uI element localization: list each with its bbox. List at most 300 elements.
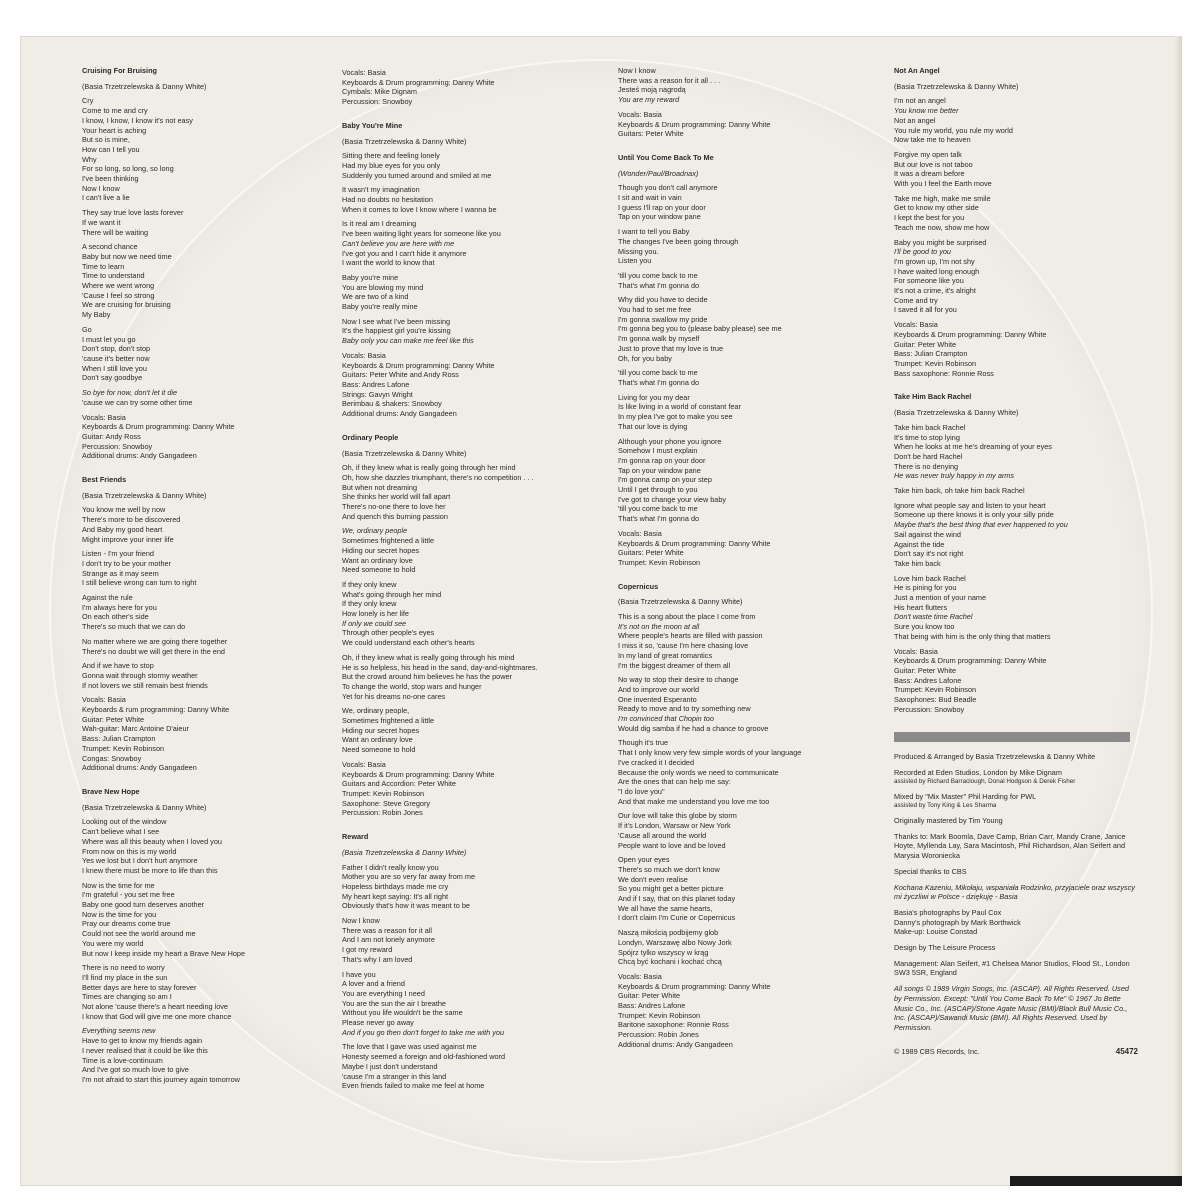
song-block: [342, 433, 597, 818]
lyric-line: You rule my world, you rule my world: [894, 125, 1013, 135]
lyric-line: It wasn't my imagination: [342, 185, 420, 195]
credit-line: Trumpet: Kevin Robinson: [342, 789, 425, 798]
lyric-line: Need someone to hold: [342, 745, 416, 755]
lyric-line: Take him back Rachel: [894, 422, 966, 432]
lyric-line: Someone up there knows it is only your silly pride: [894, 510, 1054, 520]
lyric-line: For someone like you: [894, 276, 964, 286]
song-title: Baby You're Mine: [342, 120, 403, 130]
lyric-line: Honesty seemed a foreign and old-fashioned word: [342, 1052, 506, 1062]
lyric-line: Hopeless birthdays made me cry: [342, 881, 449, 891]
lyric-line: Could not see the world around me: [82, 929, 196, 939]
lyric-line: And to improve our world: [618, 684, 700, 694]
legal-notice: All songs © 1989 Virgin Songs, Inc. (ASCAP). All Rights Reserved. Used by Permission. Except: "Until You Come Back To Me" © 1967 Jo Bette Music Co., Inc. (ASCAP)/Stone Agate Music (BMI)/Black Bull Music Co., Inc. (ASCAP)/Sawandi Music (BMI). All Rights Reserved. Used by Permission.: [894, 984, 1129, 1032]
lyric-line: Maybe that's the best thing that ever happened to you: [894, 520, 1068, 530]
lyric-stanza: [82, 593, 337, 632]
credit-line: Bass: Andres Lafone: [342, 379, 410, 389]
lyric-line: Everything seems new: [82, 1026, 156, 1036]
lyric-line: Maybe I just don't understand: [342, 1061, 438, 1071]
lyric-line: If they only knew: [342, 579, 397, 589]
lyric-line: 'cause we can try some other time: [82, 397, 193, 407]
song-writers: (Basia Trzetrzelewska & Danny White): [342, 136, 467, 146]
song-writers: (Basia Trzetrzelewska & Danny White): [894, 408, 1019, 418]
credit-line: Vocals: Basia: [342, 759, 386, 769]
lyric-line: Take him back, oh take him back Rachel: [894, 486, 1025, 496]
lyric-line: We don't even realise: [618, 874, 688, 884]
credit-line: Guitars: Peter White and Andy Ross: [342, 370, 459, 380]
lyric-line: I have waited long enough: [894, 266, 980, 276]
credit-line: Vocals: Basia: [618, 528, 662, 538]
lyric-line: Baby you're really mine: [342, 302, 418, 312]
song-writers: (Basia Trzetrzelewska & Danny White): [342, 448, 467, 458]
lyric-line: If they only knew: [342, 599, 397, 609]
lyric-line: I'm gonna beg you to (please baby please) see me: [618, 324, 782, 334]
lyric-line: For so long, so long, so long: [82, 164, 174, 174]
credit-line: Percussion: Snowboy: [342, 97, 413, 107]
lyric-line: Forgive my open talk: [894, 149, 962, 159]
lyric-line: That being with him is the only thing that matters: [894, 631, 1051, 641]
lyric-line: If not lovers we still remain best friends: [82, 680, 208, 690]
lyric-line: Not alone 'cause there's a heart needing love: [82, 1002, 228, 1012]
lyric-line: I've been waiting light years for someone like you: [342, 229, 501, 239]
lyric-line: Don't be hard Rachel: [894, 451, 963, 461]
lyric-line: Oh, if they knew what is really going through his mind: [342, 652, 515, 662]
credit-line: Percussion: Robin Jones: [618, 1030, 699, 1040]
credit-line: Guitar: Peter White: [82, 714, 145, 724]
lyric-line: That's what I'm gonna do: [618, 514, 700, 524]
lyric-line: We are two of a kind: [342, 292, 409, 302]
lyric-stanza: [342, 653, 597, 702]
lyric-line: Times are changing so am I: [82, 992, 172, 1002]
lyric-stanza: [82, 637, 337, 656]
lyric-line: Now take me to heaven: [894, 135, 971, 145]
lyric-stanza: [618, 738, 873, 806]
special-thanks: Special thanks to CBS: [894, 866, 967, 876]
lyric-stanza: [82, 242, 337, 320]
lyric-line: There is no denying: [894, 461, 959, 471]
lyric-line: I'm grown up, I'm not shy: [894, 256, 975, 266]
lyric-line: Where people's hearts are filled with passion: [618, 631, 763, 641]
lyric-line: Your heart is aching: [82, 125, 147, 135]
lyric-line: You were my world: [82, 938, 144, 948]
lyric-line: People want to love and be loved: [618, 840, 726, 850]
lyric-line: Baby only you can make me feel like this: [342, 336, 474, 346]
lyric-line: Oh, for you baby: [618, 353, 672, 363]
lyrics-column-4: [894, 66, 1138, 1056]
lyric-line: Gonna wait through stormy weather: [82, 670, 198, 680]
lyric-line: Time to learn: [82, 261, 125, 271]
lyric-stanza: [894, 501, 1138, 569]
song-block: [618, 153, 873, 568]
lyric-line: Where was all this beauty when I loved you: [82, 836, 222, 846]
management-credit: Management: Alan Seifert, #1 Chelsea Manor Studios, Flood St., London SW3 5SR, England: [894, 958, 1130, 978]
lyric-line: 'Cause all around the world: [618, 830, 707, 840]
lyric-line: I know, I know, I know it's not easy: [82, 115, 193, 125]
lyric-line: Oh, how she dazzles triumphant, there's no competition . . .: [342, 472, 534, 482]
lyric-line: 'till you come back to me: [618, 504, 698, 514]
lyric-line: Missing you.: [618, 246, 659, 256]
song-title: Brave New Hope: [82, 787, 140, 796]
lyric-line: You had to set me free: [618, 305, 692, 315]
song-title: Best Friends: [82, 475, 127, 485]
lyric-line: Now I see what I've been missing: [342, 316, 451, 326]
lyric-line: I know that God will give me one more chance: [82, 1011, 232, 1021]
credit-line: Keyboards & Drum programming: Danny White: [618, 981, 771, 991]
credit-line: Additional drums: Andy Gangadeen: [342, 409, 457, 419]
credit-line: Vocals: Basia: [342, 350, 386, 360]
lyric-line: Yes we lost but I don't hurt anymore: [82, 856, 198, 866]
lyric-line: Time to understand: [82, 271, 145, 281]
lyric-line: We, ordinary people: [342, 526, 408, 536]
song-writers: (Basia Trzetrzelewska & Danny White): [82, 490, 207, 500]
lyric-line: When he looks at me he's dreaming of your eyes: [894, 442, 1052, 452]
lyric-stanza: [618, 393, 873, 432]
lyric-line: The love that I gave was used against me: [342, 1042, 477, 1052]
credit-line: Saxophone: Steve Gregory: [342, 798, 431, 808]
credit-line: Bass: Andres Lafone: [618, 1001, 686, 1011]
lyric-line: Listen - I'm your friend: [82, 549, 154, 559]
lyric-line: Can't believe you are here with me: [342, 238, 455, 248]
lyric-line: 'Cause I feel so strong: [82, 290, 155, 300]
lyric-stanza: [894, 150, 1138, 189]
lyric-line: That our love is dying: [618, 421, 688, 431]
lyric-line: Are the ones that can help me say:: [618, 777, 731, 787]
lyric-stanza: [618, 675, 873, 733]
lyric-line: Is it real am I dreaming: [342, 219, 417, 229]
lyric-line: Don't say it's not right: [894, 549, 964, 559]
lyric-line: Against the tide: [894, 539, 945, 549]
lyric-line: A lover and a friend: [342, 979, 405, 989]
credit-line: Keyboards & Drum programming: Danny White: [618, 119, 771, 129]
lyric-line: Baby you might be surprised: [894, 237, 987, 247]
lyric-line: And if you go then don't forget to take me with you: [342, 1027, 505, 1037]
lyric-line: Why did you have to decide: [618, 295, 708, 305]
lyric-line: She thinks her world will fall apart: [342, 492, 451, 502]
lyric-line: Father I didn't really know you: [342, 862, 439, 872]
credit-line: Guitars and Accordion: Peter White: [342, 779, 456, 789]
lyric-line: I've cracked it I decided: [618, 757, 695, 767]
credit-line: Bass: Julian Crampton: [894, 349, 968, 359]
credit-line: Percussion: Snowboy: [894, 704, 965, 714]
lyric-line: Sometimes frightened a little: [342, 716, 435, 726]
credit-line: Trumpet: Kevin Robinson: [894, 685, 977, 695]
lyric-line: Strange as it may seem: [82, 568, 159, 578]
lyric-line: That's why I am loved: [342, 954, 413, 964]
lyric-line: Love him back Rachel: [894, 573, 966, 583]
lyric-line: Although your phone you ignore: [618, 436, 722, 446]
lyric-line: On each other's side: [82, 612, 149, 622]
lyric-line: Now is the time for me: [82, 880, 155, 890]
production-credits: [894, 752, 1138, 1056]
lyric-stanza: [618, 811, 873, 850]
lyric-line: Though you don't call anymore: [618, 183, 718, 193]
lyric-line: Looking out of the window: [82, 817, 167, 827]
credit-line: Vocals: Basia: [894, 646, 938, 656]
lyric-line: And I am not lonely anymore: [342, 935, 435, 945]
lyric-line: That's what I'm gonna do: [618, 377, 700, 387]
lyric-line: I can't live a lie: [82, 193, 130, 203]
lyric-line: So bye for now, don't let it die: [82, 388, 178, 398]
lyric-line: From now on this is my world: [82, 846, 177, 856]
credit-line: Additional drums: Andy Gangadeen: [82, 763, 197, 773]
credit-line: Cymbals: Mike Dignam: [342, 87, 418, 97]
lyric-line: Teach me now, show me how: [894, 222, 990, 232]
lyric-line: The changes I've been going through: [618, 236, 739, 246]
lyric-line: Somehow I must explain: [618, 446, 698, 456]
lyric-stanza: [82, 505, 337, 544]
musician-credits: [342, 68, 597, 107]
lyric-line: Without you life wouldn't be the same: [342, 1008, 463, 1018]
lyric-line: You are my reward: [618, 95, 680, 105]
lyric-line: He was never truly happy in my arms: [894, 471, 1015, 481]
lyric-line: You are blowing my mind: [342, 282, 424, 292]
credit-line: Vocals: Basia: [618, 971, 662, 981]
lyric-line: With you I feel the Earth move: [894, 179, 992, 189]
lyric-line: 'till you come back to me: [618, 270, 698, 280]
lyric-line: 'till you come back to me: [618, 368, 698, 378]
lyric-line: There's no doubt we will get there in the end: [82, 646, 225, 656]
lyric-line: There is no need to worry: [82, 963, 165, 973]
lyric-stanza: [342, 185, 597, 214]
lyric-stanza: [82, 208, 337, 237]
lyric-stanza: [618, 66, 873, 105]
lyric-line: There's so much that we can do: [82, 622, 186, 632]
lyric-stanza: [618, 368, 873, 387]
lyric-line: Come and try: [894, 295, 938, 305]
song-writers: (Basia Trzetrzelewska & Danny White): [342, 847, 467, 857]
lyric-line: Sometimes frightened a little: [342, 536, 435, 546]
lyric-line: I got my reward: [342, 945, 393, 955]
polish-dedication: Kochana Kazeniu, Mikołaju, wspaniała Rodzinko, przyjaciele oraz wszyscy mi życzliwi w Polsce - dziękuję - Basia: [894, 882, 1135, 902]
lyric-line: Sitting there and feeling lonely: [342, 151, 440, 161]
lyric-stanza: [82, 388, 337, 407]
lyric-line: Tap on your window pane: [618, 465, 701, 475]
lyric-line: Go: [82, 324, 92, 334]
lyrics-column-2: [342, 66, 597, 1105]
lyric-line: Listen you: [618, 256, 652, 266]
lyric-line: You know me better: [894, 106, 959, 116]
song-writers: (Basia Trzetrzelewska & Danny White): [82, 81, 207, 91]
lyric-line: I'm gonna rap on your door: [618, 455, 706, 465]
lyric-line: I want to tell you Baby: [618, 227, 690, 237]
lyric-line: There was a reason for it all: [342, 925, 433, 935]
lyric-line: Take him back: [894, 558, 941, 568]
lyric-line: Until I get through to you: [618, 485, 698, 495]
lyric-line: Is like living in a world of constant fear: [618, 402, 741, 412]
song-block: [894, 66, 1138, 378]
lyric-line: I'm gonna camp on your step: [618, 475, 712, 485]
credit-line: Vocals: Basia: [342, 68, 386, 77]
lyric-line: Mother you are so very far away from me: [342, 872, 476, 882]
song-block: [618, 66, 873, 139]
copyright-notice: © 1989 CBS Records, Inc.: [894, 1046, 980, 1056]
lyric-line: Take me high, make me smile: [894, 193, 991, 203]
lyric-line: It's not a crime, it's alright: [894, 286, 976, 296]
song-title: Cruising For Bruising: [82, 66, 157, 75]
lyric-line: Even friends failed to make me feel at home: [342, 1081, 485, 1091]
credit-line: Guitar: Peter White: [618, 991, 681, 1001]
credit-line: Keyboards & Drum programming: Danny White: [82, 422, 235, 432]
lyric-stanza: [342, 219, 597, 268]
lyric-line: I don't claim I'm Curie or Copernicus: [618, 913, 736, 923]
lyric-line: I'm always here for you: [82, 602, 157, 612]
song-block: [618, 582, 873, 1050]
lyric-line: I guess I'll rap on your door: [618, 202, 706, 212]
lyric-line: Because the only words we need to communicate: [618, 767, 779, 777]
lyric-line: How can I tell you: [82, 144, 140, 154]
lyric-line: And Baby my good heart: [82, 524, 163, 534]
mastered-by: Originally mastered by Tim Young: [894, 816, 1003, 825]
lyric-line: And that make me understand you love me too: [618, 796, 770, 806]
lyric-line: But when not dreaming: [342, 482, 418, 492]
lyric-line: Baby but now we need time: [82, 251, 172, 261]
lyric-stanza: [342, 580, 597, 648]
song-title: Reward: [342, 832, 369, 842]
lyric-stanza: [618, 855, 873, 923]
photo-credit-danny: Danny's photograph by Mark Borthwick: [894, 917, 1021, 927]
lyric-line: I miss it so, 'cause I'm here chasing love: [618, 641, 749, 651]
credit-line: Keyboards & Drum programming: Danny White: [342, 769, 495, 779]
lyric-line: Now I know: [618, 66, 656, 75]
credit-line: Additional drums: Andy Gangadeen: [618, 1039, 733, 1049]
musician-credits: [894, 320, 1138, 378]
lyric-line: When it comes to love I know where I wanna be: [342, 204, 497, 214]
thanks-to: Thanks to: Mark Boomla, Dave Camp, Brian Carr, Mandy Crane, Janice Hoyte, Myllenda Lay, Sara Macintosh, Phil Richardson, Alan Seifert and Marysia Woroniecka: [894, 831, 1126, 861]
lyric-stanza: [618, 183, 873, 222]
lyric-line: I'm gonna walk by myself: [618, 334, 700, 344]
lyric-line: But our love is not taboo: [894, 159, 973, 169]
mixed-assisted: assisted by Tony King & Les Sharma: [894, 801, 997, 809]
lyric-line: But now I keep inside my heart a Brave New Hope: [82, 948, 246, 958]
lyric-line: Just to prove that my love is true: [618, 343, 724, 353]
lyric-line: Hiding our secret hopes: [342, 545, 420, 555]
credit-line: Vocals: Basia: [82, 695, 126, 705]
lyric-line: And I've got so much love to give: [82, 1065, 189, 1075]
photo-credit-basia: Basia's photographs by Paul Cox: [894, 907, 1002, 917]
lyric-line: In my land of great romantics: [618, 650, 713, 660]
lyric-line: But the crowd around him believes he has the power: [342, 672, 512, 682]
recorded-at: Recorded at Eden Studios, London by Mike Dignam: [894, 768, 1062, 778]
lyric-line: I'm the biggest dreamer of them all: [618, 660, 731, 670]
lyric-line: That's what I'm gonna do: [618, 280, 700, 290]
musician-credits: [342, 760, 597, 818]
credit-line: Vocals: Basia: [618, 109, 662, 119]
credit-line: Bass: Andres Lafone: [894, 675, 962, 685]
song-block: [82, 66, 337, 461]
lyric-stanza: [894, 96, 1138, 145]
lyric-line: Don't waste time Rachel: [894, 612, 973, 622]
lyric-line: Where we went wrong: [82, 281, 155, 291]
musician-credits: [82, 413, 337, 462]
lyric-line: Cry: [82, 96, 94, 106]
lyric-line: Naszą miłością podbijemy glob: [618, 928, 719, 938]
credits-divider-bar: [894, 732, 1130, 742]
credit-line: Bass: Julian Crampton: [82, 734, 156, 744]
song-block: [894, 392, 1138, 714]
lyric-line: He is so helpless, his head in the sand, day-and-nightmares.: [342, 662, 538, 672]
credit-line: Keyboards & Drum programming: Danny White: [894, 329, 1047, 339]
lyric-stanza: [342, 526, 597, 575]
lyric-line: I sit and wait in vain: [618, 193, 682, 203]
song-title: Ordinary People: [342, 432, 399, 442]
lyric-line: Though it's true: [618, 738, 669, 748]
lyric-line: He is pining for you: [894, 583, 957, 593]
design-credit: Design by The Leisure Process: [894, 943, 996, 953]
lyric-line: Baby you're mine: [342, 272, 399, 282]
lyric-line: Not an angel: [894, 115, 936, 125]
lyric-line: Open your eyes: [618, 855, 670, 865]
lyric-line: I've been thinking: [82, 174, 139, 184]
lyric-stanza: [342, 916, 597, 965]
lyric-line: Chcą być kochani i kochać chcą: [618, 957, 722, 967]
lyric-line: Hiding our secret hopes: [342, 725, 420, 735]
lyric-line: If we want it: [82, 217, 121, 227]
lyric-line: When I still love you: [82, 363, 147, 373]
lyrics-column-3: [618, 66, 873, 1064]
lyric-line: I've got to change your view baby: [618, 494, 727, 504]
lyric-line: It's the happiest girl you're kissing: [342, 326, 451, 336]
credit-line: Trumpet: Kevin Robinson: [894, 358, 977, 368]
lyric-line: A second chance: [82, 242, 138, 252]
lyric-line: Yet for his dreams no-one cares: [342, 691, 446, 701]
lyric-line: Just a mention of your name: [894, 593, 987, 603]
lyric-line: It was a dream before: [894, 169, 965, 179]
lyric-line: Oh, if they knew what is really going through her mind: [342, 463, 516, 473]
lyric-line: Suddenly you turned around and smiled at me: [342, 170, 492, 180]
credit-line: Vocals: Basia: [82, 412, 126, 422]
lyric-line: That I only know very few simple words of your language: [618, 748, 802, 758]
lyric-stanza: [342, 317, 597, 346]
lyric-line: We are cruising for bruising: [82, 300, 171, 310]
lyric-line: Our love will take this globe by storm: [618, 811, 737, 821]
lyric-line: I kept the best for you: [894, 213, 965, 223]
credit-line: Baritone saxophone: Ronnie Ross: [618, 1020, 729, 1030]
lyric-line: They say true love lasts forever: [82, 208, 184, 218]
song-title: Until You Come Back To Me: [618, 152, 714, 162]
lyric-line: Need someone to hold: [342, 565, 416, 575]
lyric-line: Spójrz tylko wszyscy w krąg: [618, 947, 709, 957]
credit-line: Strings: Gavyn Wright: [342, 389, 413, 399]
credit-line: Guitar: Peter White: [894, 665, 957, 675]
lyric-stanza: [618, 928, 873, 967]
credit-line: Trumpet: Kevin Robinson: [618, 1010, 701, 1020]
lyric-line: Have to get to know my friends again: [82, 1036, 203, 1046]
credit-line: Saxophones: Bud Beadle: [894, 695, 977, 705]
lyric-line: So you might get a better picture: [618, 884, 724, 894]
lyric-stanza: [894, 194, 1138, 233]
lyric-line: I'm convinced that Chopin too: [618, 714, 714, 724]
lyric-line: I knew there must be more to life than this: [82, 865, 218, 875]
lyric-stanza: [82, 549, 337, 588]
lyric-line: We, ordinary people,: [342, 706, 410, 716]
credit-line: Keyboards & Drum programming: Danny White: [342, 77, 495, 87]
song-writers: (Wonder/Paul/Broadnax): [618, 168, 699, 178]
lyric-line: It's not on the moon at all: [618, 621, 700, 631]
lyric-stanza: [82, 1026, 337, 1084]
credit-line: Keyboards & Drum programming: Danny White: [618, 538, 771, 548]
lyric-line: I'm not an angel: [894, 96, 946, 106]
lyric-stanza: [342, 1042, 597, 1091]
song-block: [342, 68, 597, 107]
lyric-line: Time is a love-continuum: [82, 1055, 163, 1065]
lyric-line: I don't try to be your mother: [82, 558, 171, 568]
lyric-line: Now I know: [82, 183, 120, 193]
lyric-line: There's so much we don't know: [618, 864, 720, 874]
musician-credits: [342, 351, 597, 419]
song-title: Copernicus: [618, 581, 659, 591]
lyric-line: No matter where we are going there together: [82, 636, 228, 646]
lyric-line: "I do love you": [618, 787, 665, 796]
song-writers: (Basia Trzetrzelewska & Danny White): [82, 802, 207, 812]
